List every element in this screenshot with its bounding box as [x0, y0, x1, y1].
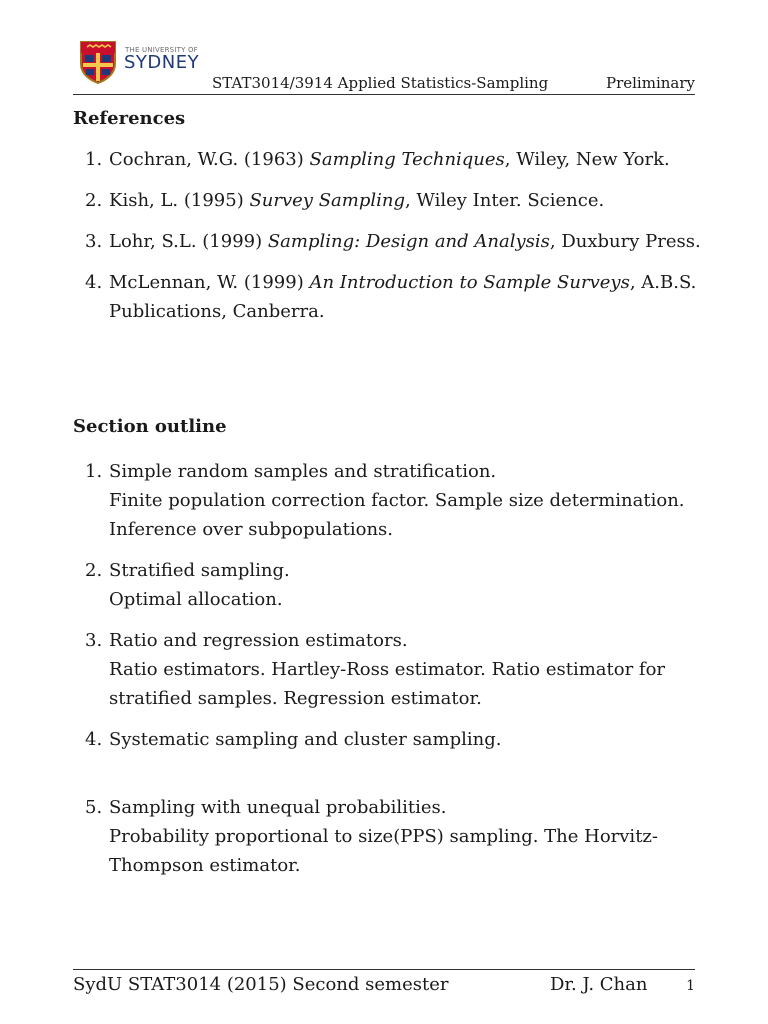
footer-rule: [73, 969, 695, 970]
outline-item: 5. Sampling with unequal probabilities. Probability proportional to size(PPS) sampling. The Horvitz-Thompson estimator.: [85, 797, 658, 876]
page-number: 1: [686, 978, 695, 994]
reference-item: 2. Kish, L. (1995) Survey Sampling, Wiley Inter. Science.: [85, 190, 605, 211]
crest-icon: [79, 40, 117, 84]
references-heading: References: [73, 108, 186, 129]
outline-item: 1. Simple random samples and stratification. Finite population correction factor. Sample size determination. Inference over subpopulations.: [85, 461, 685, 540]
university-logo: [79, 40, 203, 86]
outline-item: 4. Systematic sampling and cluster sampling.: [85, 729, 502, 750]
logo-small-text: THE UNIVERSITY OF: [125, 46, 198, 54]
outline-item: 2. Stratified sampling. Optimal allocation.: [85, 560, 290, 610]
reference-item: 1. Cochran, W.G. (1963) Sampling Techniques, Wiley, New York.: [85, 149, 670, 170]
references-list: [73, 145, 733, 338]
outline-list: [73, 457, 733, 880]
status-label: Preliminary: [605, 74, 695, 92]
outline-heading: Section outline: [73, 416, 227, 437]
course-title: STAT3014/3914 Applied Statistics-Sampling: [212, 74, 549, 92]
logo-name: SYDNEY: [124, 52, 200, 73]
reference-item: 4. McLennan, W. (1999) An Introduction to Sample Surveys, A.B.S. Publications, Canberra.: [85, 272, 697, 322]
footer-author: Dr. J. Chan: [550, 974, 648, 995]
reference-item: 3. Lohr, S.L. (1999) Sampling: Design and Analysis, Duxbury Press.: [85, 231, 701, 252]
footer-course: SydU STAT3014 (2015) Second semester: [73, 974, 449, 995]
outline-item: 3. Ratio and regression estimators. Ratio estimators. Hartley-Ross estimator. Ratio estimator for stratified samples. Regression estimator.: [85, 630, 666, 709]
header-rule: [73, 94, 695, 95]
